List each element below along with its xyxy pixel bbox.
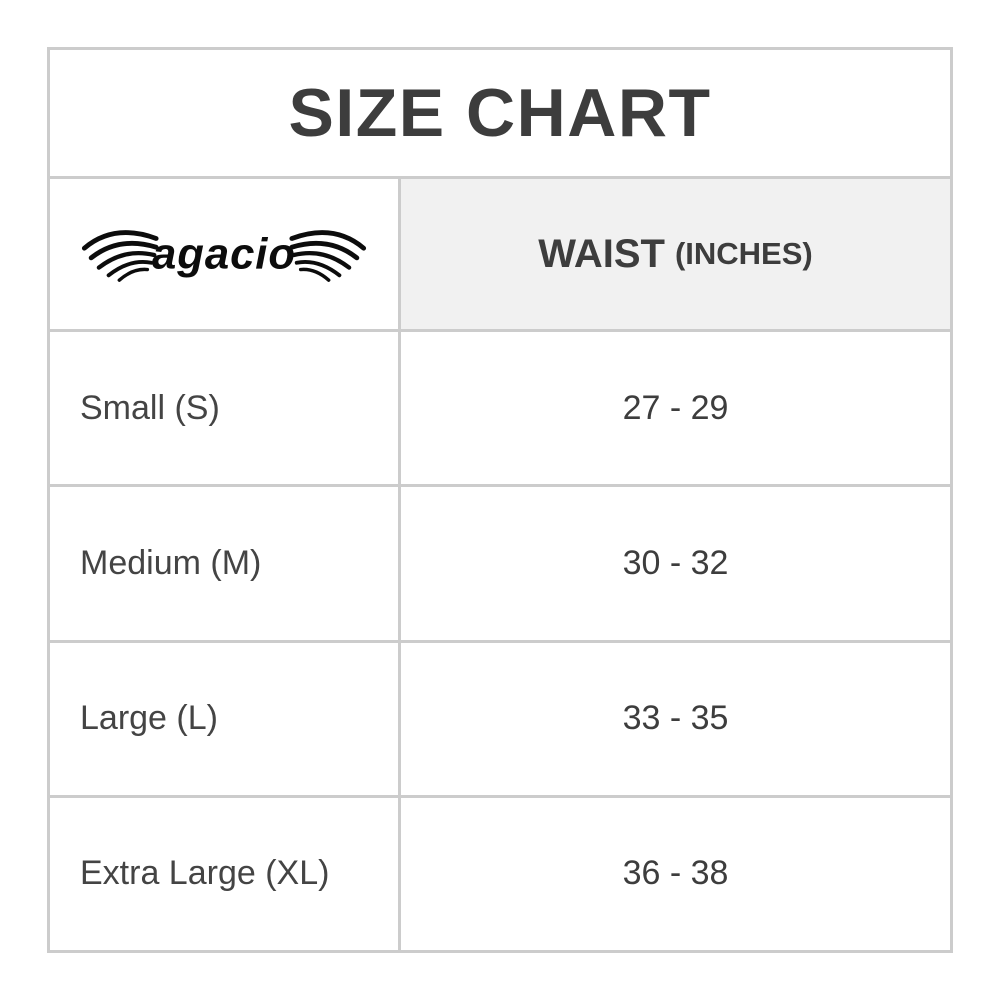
- size-label: Extra Large (XL): [80, 854, 330, 893]
- waist-value: 30 - 32: [622, 543, 729, 582]
- agacio-logo: [78, 222, 370, 286]
- wing-right-icon: [292, 233, 364, 281]
- size-label: Large (L): [80, 699, 218, 738]
- size-label: Medium (M): [80, 543, 262, 582]
- waist-header-unit: (INCHES): [674, 236, 813, 271]
- waist-value: 36 - 38: [622, 854, 729, 893]
- waist-column-header: [401, 179, 950, 329]
- waist-value: 33 - 35: [622, 699, 729, 738]
- waist-value-cell: [401, 332, 950, 484]
- size-label-cell: [50, 798, 398, 950]
- size-label-cell: [50, 332, 398, 484]
- brand-logo-cell: [50, 179, 398, 329]
- size-label-cell: [50, 643, 398, 795]
- chart-title: SIZE CHART: [288, 75, 712, 151]
- brand-wordmark: agacio: [151, 230, 297, 279]
- waist-value: 27 - 29: [622, 388, 729, 427]
- waist-header-label: WAIST: [538, 231, 665, 276]
- size-label: Small (S): [80, 388, 220, 427]
- waist-value-cell: [401, 643, 950, 795]
- size-chart-table: [47, 47, 953, 953]
- waist-value-cell: [401, 487, 950, 639]
- size-label-cell: [50, 487, 398, 639]
- waist-value-cell: [401, 798, 950, 950]
- wing-left-icon: [84, 233, 156, 281]
- chart-title-cell: [50, 50, 950, 176]
